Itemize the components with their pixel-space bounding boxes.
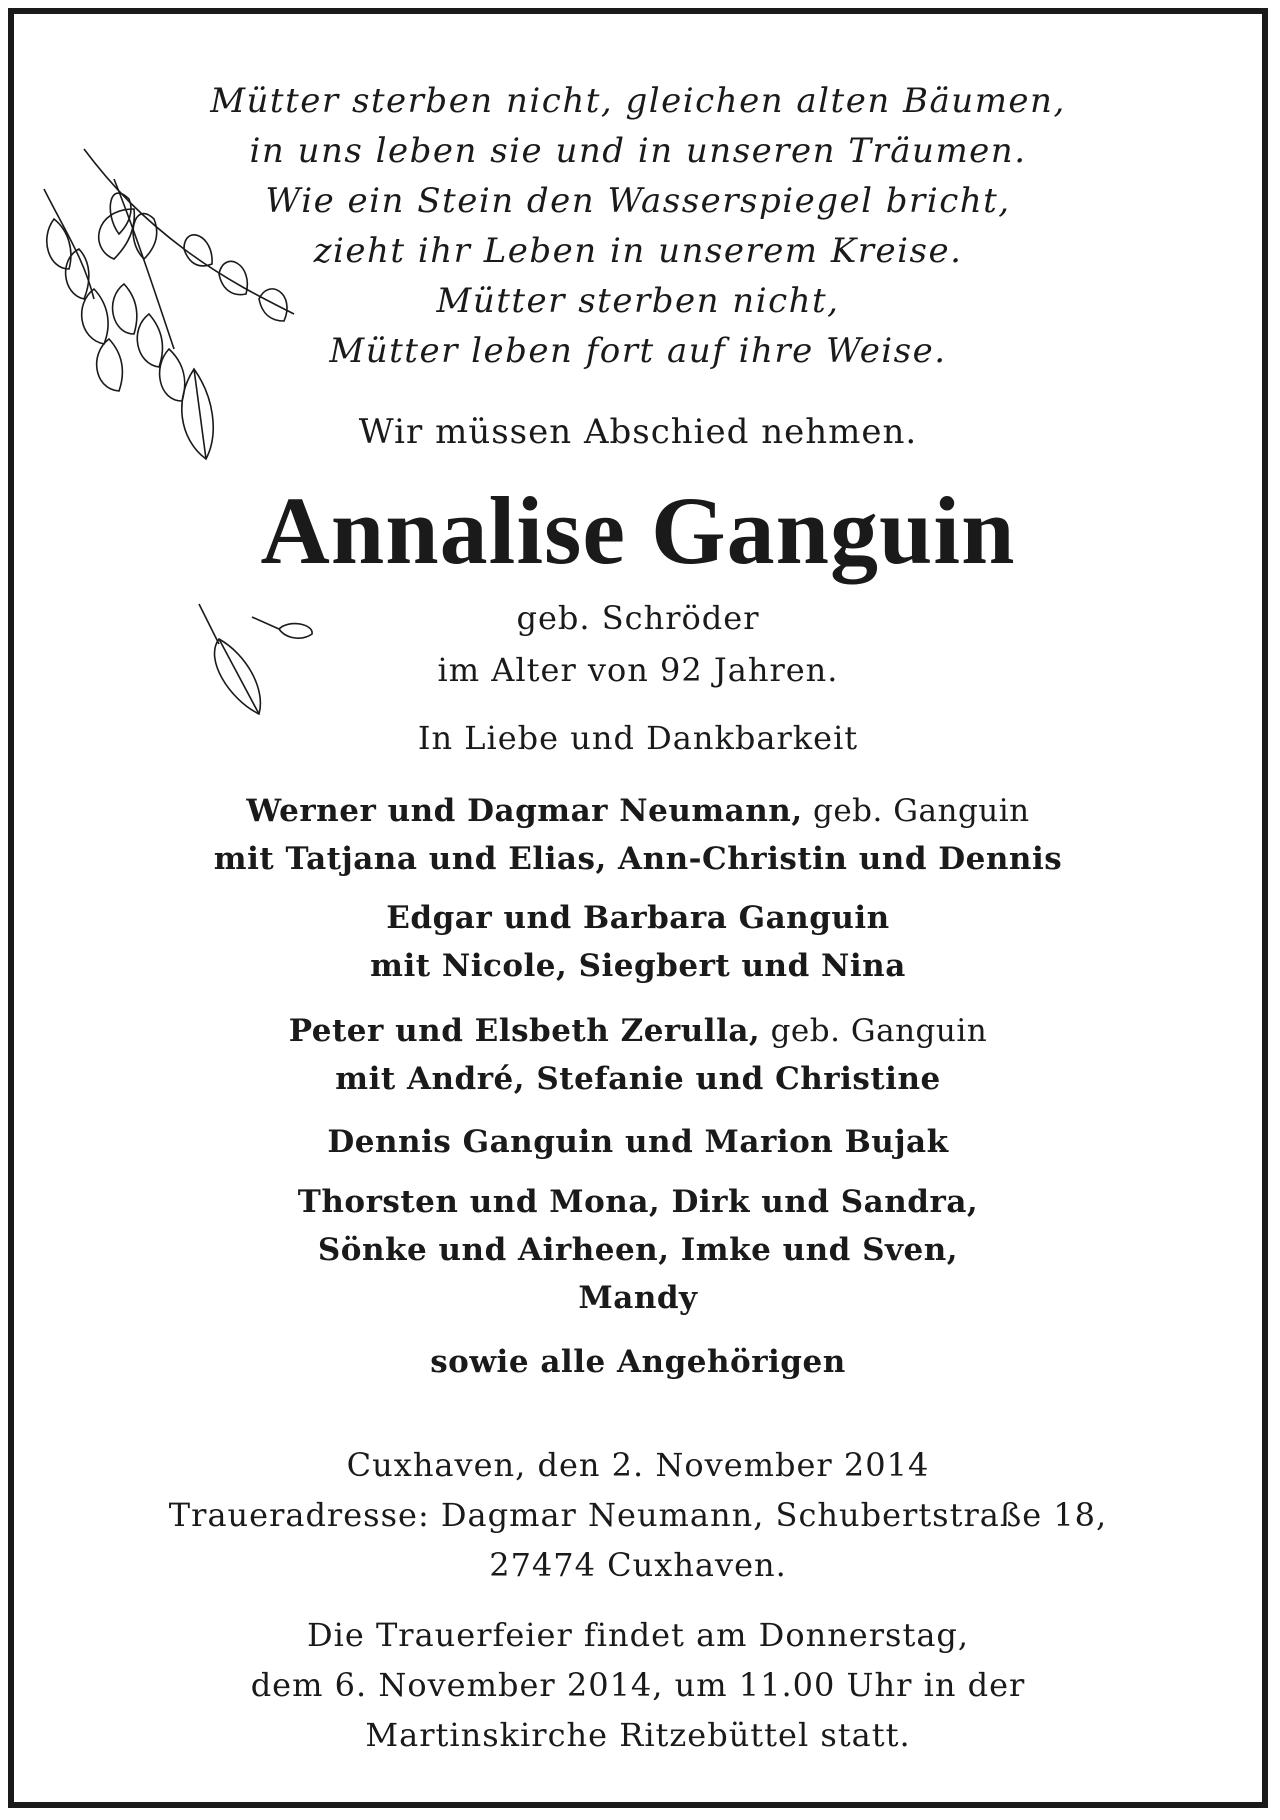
family-names: Mandy xyxy=(578,1280,698,1316)
family-group-neumann xyxy=(14,787,1262,883)
family-names: Sönke und Airheen, Imke und Sven, xyxy=(317,1232,959,1268)
poem-line: zieht ihr Leben in unserem Kreise. xyxy=(313,231,963,271)
mourning-address-city: 27474 Cuxhaven. xyxy=(489,1546,787,1584)
family-names: Dennis Ganguin und Marion Bujak xyxy=(327,1124,949,1160)
deceased-name: Annalise Ganguin xyxy=(260,477,1016,584)
notice-frame xyxy=(8,8,1268,1808)
memorial-poem xyxy=(14,76,1262,376)
family-names: Thorsten und Mona, Dirk und Sandra, xyxy=(297,1184,979,1220)
age-at-death: im Alter von 92 Jahren. xyxy=(437,651,839,689)
farewell-intro: Wir müssen Abschied nehmen. xyxy=(358,412,918,452)
poem-line: Mütter leben fort auf ihre Weise. xyxy=(329,331,947,371)
ceremony-line: Martinskirche Ritzebüttel statt. xyxy=(365,1716,911,1754)
place-date: Cuxhaven, den 2. November 2014 xyxy=(346,1446,930,1484)
family-children: mit Nicole, Siegbert und Nina xyxy=(370,948,906,984)
family-group-ganguin-edgar xyxy=(14,894,1262,990)
family-group-dennis xyxy=(14,1118,1262,1166)
mourning-address: Traueradresse: Dagmar Neumann, Schubertstraße 18, xyxy=(168,1496,1108,1534)
ceremony-line: dem 6. November 2014, um 11.00 Uhr in der xyxy=(250,1666,1026,1704)
birth-info xyxy=(14,592,1262,696)
family-names: sowie alle Angehörigen xyxy=(430,1344,846,1380)
family-children: mit Tatjana und Elias, Ann-Christin und Dennis xyxy=(213,841,1063,877)
family-names: Edgar und Barbara Ganguin xyxy=(386,900,890,936)
family-names: Werner und Dagmar Neumann, xyxy=(246,793,803,829)
family-birthname: geb. Ganguin xyxy=(760,1013,988,1049)
ceremony-line: Die Trauerfeier findet am Donnerstag, xyxy=(306,1616,970,1654)
poem-line: Mütter sterben nicht, gleichen alten Bäumen, xyxy=(210,81,1066,121)
family-group-zerulla xyxy=(14,1007,1262,1103)
place-and-address xyxy=(14,1440,1262,1590)
funeral-ceremony-info xyxy=(14,1610,1262,1760)
poem-line: in uns leben sie und in unseren Träumen. xyxy=(249,131,1027,171)
family-group-relatives xyxy=(14,1338,1262,1386)
family-children: mit André, Stefanie und Christine xyxy=(335,1061,941,1097)
family-birthname: geb. Ganguin xyxy=(802,793,1030,829)
family-names: Peter und Elsbeth Zerulla, xyxy=(288,1013,761,1049)
poem-line: Mütter sterben nicht, xyxy=(436,281,840,321)
family-group-grandchildren xyxy=(14,1178,1262,1322)
poem-line: Wie ein Stein den Wasserspiegel bricht, xyxy=(265,181,1011,221)
birth-name: geb. Schröder xyxy=(516,599,760,637)
gratitude-line: In Liebe und Dankbarkeit xyxy=(417,719,859,757)
